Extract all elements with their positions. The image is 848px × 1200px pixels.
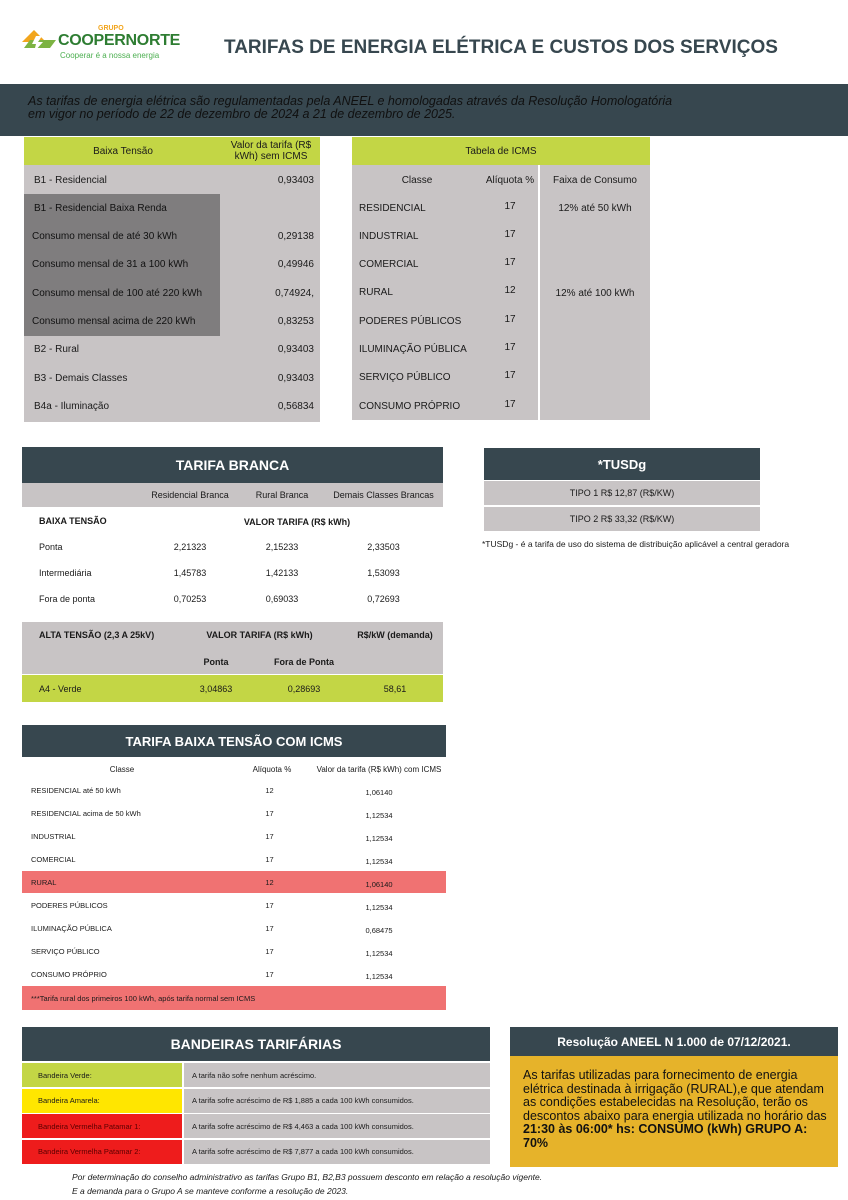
tb-row-value: 0,69033 (265, 594, 299, 604)
low-voltage-header-value (222, 137, 320, 165)
tb-at-sub-peak: Ponta (203, 657, 229, 667)
tb-row-value: 0,72693 (367, 594, 400, 604)
icms-row-class: RURAL (359, 287, 393, 299)
tb-a4-demand: 58,61 (383, 683, 407, 694)
resolution-box (510, 1027, 838, 1167)
low-voltage-header-value-2: kWh) sem ICMS (234, 151, 308, 162)
footer (72, 1170, 542, 1198)
icms-row-rate: 17 (504, 200, 516, 212)
logo-slogan: Cooperar é a nossa energia (60, 51, 160, 60)
flag-label: Bandeira Amarela: (22, 1089, 182, 1113)
icms-lv-row-class: INDUSTRIAL (31, 831, 76, 841)
tb-at-label: ALTA TENSÃO (2,3 A 25kV) (39, 630, 155, 640)
low-voltage-row-value: 0,83253 (277, 315, 314, 327)
icms-lv-title: TARIFA BAIXA TENSÃO COM ICMS (22, 725, 446, 757)
tb-at-demand-label: R$/kW (demanda) (357, 630, 433, 640)
low-voltage-header-label: Baixa Tensão (24, 137, 222, 165)
icms-row-class: INDUSTRIAL (359, 230, 419, 242)
icms-lv-footnote: ***Tarifa rural dos primeiros 100 kWh, após tarifa normal sem ICMS (31, 993, 256, 1003)
icms-lv-row-value: 1,06140 (365, 879, 393, 889)
flag-label: Bandeira Vermelha Patamar 2: (22, 1140, 182, 1164)
tb-row-label: Fora de ponta (39, 594, 96, 604)
icms-row-rate: 12 (504, 285, 516, 297)
icms-lv-col-rate: Alíquota % (252, 764, 292, 774)
icms-lv-row-class: CONSUMO PRÓPRIO (31, 969, 107, 979)
icms-lv-row-rate: 17 (265, 946, 274, 956)
page-title: TARIFAS DE ENERGIA ELÉTRICA E CUSTOS DOS SERVIÇOS (224, 37, 778, 58)
tb-row-label: Intermediária (39, 568, 92, 578)
tb-col-1: Rural Branca (255, 490, 309, 500)
icms-table (352, 137, 650, 420)
low-voltage-row-value: 0,49946 (277, 258, 314, 270)
icms-row-rate: 17 (504, 342, 516, 353)
tb-at-value-label: VALOR TARIFA (R$ kWh) (206, 630, 313, 640)
footer-line-1: Por determinação do conselho administrativo as tarifas Grupo B1, B2,B3 possuem desconto em relação a resolução vigente. (72, 1172, 543, 1182)
icms-lv-row-rate: 17 (265, 854, 274, 864)
icms-lv-row-value: 0,68475 (365, 925, 393, 935)
icms-row-class: COMERCIAL (359, 259, 419, 271)
intro-line-2: em vigor no período de 22 de dezembro de 2024 a 21 de dezembro de 2025. (28, 107, 456, 121)
icms-col-rate: Alíquota % (485, 174, 535, 186)
icms-lv-row-class: RURAL (31, 877, 57, 887)
icms-row-rate: 17 (504, 313, 516, 325)
icms-range-1: 12% até 50 kWh (558, 202, 632, 214)
icms-table-title: Tabela de ICMS (352, 137, 650, 165)
flag-label: Bandeira Verde: (22, 1063, 182, 1087)
tb-bt-value-label: VALOR TARIFA (R$ kWh) (243, 517, 351, 527)
tb-at-sub-offpeak: Fora de Ponta (273, 657, 334, 667)
low-voltage-row-label: B4a - Iluminação (34, 400, 110, 412)
low-voltage-row-label: B3 - Demais Classes (34, 372, 128, 384)
icms-lv-row-class: COMERCIAL (31, 854, 76, 864)
tb-row-value: 1,45783 (173, 568, 207, 578)
low-voltage-row-label: Consumo mensal de 31 a 100 kWh (32, 258, 189, 270)
tarifa-branca-title: TARIFA BRANCA (22, 447, 443, 483)
low-voltage-row-label: Consumo mensal acima de 220 kWh (32, 315, 196, 327)
low-voltage-row-label: Consumo mensal de até 30 kWh (32, 230, 178, 242)
low-voltage-row-value: 0,74924, (275, 287, 314, 299)
logo-group: GRUPO (98, 25, 124, 32)
intro-line-1: As tarifas de energia elétrica são regulamentadas pela ANEEL e homologadas através da Resolução Homologatória (28, 94, 673, 108)
icms-row-class: ILUMINAÇÃO PÚBLICA (359, 344, 467, 355)
icms-lv-row-class: RESIDENCIAL acima de 50 kWh (31, 808, 141, 818)
tb-row-value: 1,53093 (367, 568, 400, 578)
low-voltage-row-label: B1 - Residencial Baixa Renda (34, 202, 167, 214)
resolution-title: Resolução ANEEL N 1.000 de 07/12/2021. (510, 1027, 838, 1056)
tb-a4-offpeak: 0,28693 (287, 683, 321, 694)
icms-lv-row-rate: 17 (265, 923, 274, 933)
low-voltage-row-label: B1 - Residencial (34, 174, 107, 186)
icms-row-rate: 17 (504, 398, 516, 410)
resolution-body-bold: 21:30 às 06:00* hs: CONSUMO (kWh) GRUPO A: 70% (523, 1122, 808, 1150)
icms-lv-row-value: 1,06140 (365, 787, 393, 797)
tusdg-type-2: TIPO 2 R$ 33,32 (R$/KW) (484, 507, 760, 531)
icms-col-range: Faixa de Consumo (553, 174, 637, 186)
tb-row-value: 2,21323 (173, 542, 207, 552)
low-voltage-row-value: 0,93403 (277, 372, 314, 384)
resolution-body-text: As tarifas utilizadas para fornecimento de energia elétrica destinada à irrigação (RURAL),e que atendam as condições estabelecidas na Resolução, terão os descontos abaixo para energia utilizada no horário das (523, 1068, 827, 1123)
tb-row-label: Ponta (39, 542, 63, 552)
low-voltage-row-label: B2 - Rural (34, 343, 80, 355)
tb-a4-label: A4 - Verde (39, 683, 82, 694)
tb-bt-label: BAIXA TENSÃO (39, 516, 107, 526)
tusdg-type-1: TIPO 1 R$ 12,87 (R$/KW) (484, 481, 760, 505)
icms-col-class: Classe (401, 174, 433, 186)
icms-low-voltage (22, 725, 446, 1010)
flag-text: A tarifa sofre acréscimo de R$ 4,463 a cada 100 kWh consumidos. (192, 1121, 414, 1131)
tb-row-value: 0,70253 (173, 594, 207, 604)
icms-lv-row-class: SERVIÇO PÚBLICO (31, 946, 100, 956)
tb-row-value: 2,15233 (265, 542, 299, 552)
icms-row-class: RESIDENCIAL (359, 202, 426, 214)
icms-lv-row-class: ILUMINAÇÃO PÚBLICA (31, 923, 112, 933)
flag-text: A tarifa sofre acréscimo de R$ 1,885 a cada 100 kWh consumidos. (192, 1096, 414, 1105)
icms-lv-row-rate: 12 (265, 877, 274, 887)
icms-row-class: CONSUMO PRÓPRIO (359, 400, 461, 412)
icms-row-rate: 17 (504, 228, 516, 240)
low-voltage-row-value: 0,29138 (277, 230, 314, 242)
low-voltage-row-value (222, 194, 314, 222)
icms-lv-row-rate: 17 (265, 969, 274, 979)
logo-name: COOPERNORTE (58, 32, 181, 49)
tb-row-value: 1,42133 (265, 568, 299, 578)
flag-label: Bandeira Vermelha Patamar 1: (22, 1114, 182, 1138)
tusdg-box (484, 448, 760, 532)
icms-lv-row-value: 1,12534 (365, 902, 393, 912)
logo-icon (20, 26, 58, 54)
icms-row-class: PODERES PÚBLICOS (359, 315, 462, 327)
tusdg-title: *TUSDg (484, 448, 760, 480)
icms-lv-row-value: 1,12534 (365, 833, 393, 843)
icms-lv-row-rate: 17 (265, 808, 274, 818)
flag-text: A tarifa sofre acréscimo de R$ 7,877 a cada 100 kWh consumidos. (192, 1147, 414, 1156)
icms-lv-row-value: 1,12534 (365, 971, 393, 981)
flag-text: A tarifa não sofre nenhum acréscimo. (192, 1070, 317, 1080)
low-voltage-table (24, 137, 320, 422)
icms-lv-row-value: 1,12534 (365, 948, 393, 958)
icms-row-class: SERVIÇO PÚBLICO (359, 372, 451, 384)
footer-line-2: E a demanda para o Grupo A se manteve conforme a resolução de 2023. (72, 1186, 349, 1196)
tusdg-note: *TUSDg - é a tarifa de uso do sistema de distribuição aplicável a central geradora (482, 539, 790, 549)
icms-lv-row-rate: 17 (265, 831, 274, 841)
icms-lv-row-value: 1,12534 (365, 810, 393, 820)
resolution-body (523, 1069, 829, 1150)
icms-row-rate: 17 (504, 370, 516, 382)
icms-lv-row-class: RESIDENCIAL até 50 kWh (31, 785, 121, 795)
icms-lv-row-rate: 17 (265, 900, 274, 910)
logo (20, 22, 181, 66)
tarifa-branca (22, 447, 443, 702)
tb-col-2: Demais Classes Brancas (333, 490, 434, 500)
flags-section (22, 1027, 490, 1165)
icms-lv-col-value: Valor da tarifa (R$ kWh) com ICMS (316, 764, 442, 774)
icms-lv-row-value: 1,12534 (365, 856, 393, 866)
low-voltage-row-value: 0,93403 (277, 343, 314, 355)
tb-a4-peak: 3,04863 (199, 683, 233, 694)
icms-lv-row-class: PODERES PÚBLICOS (31, 900, 108, 910)
tb-col-0: Residencial Branca (151, 490, 229, 500)
low-voltage-row-label: Consumo mensal de 100 até 220 kWh (32, 287, 203, 299)
low-voltage-header-value-1: Valor da tarifa (R$ (230, 140, 312, 151)
icms-lv-col-class: Classe (109, 764, 135, 774)
low-voltage-row-value: 0,93403 (277, 174, 314, 186)
intro-banner (0, 84, 848, 136)
icms-row-rate: 17 (504, 257, 516, 269)
flags-title: BANDEIRAS TARIFÁRIAS (22, 1027, 490, 1061)
icms-range-2: 12% até 100 kWh (555, 287, 635, 299)
tb-row-value: 2,33503 (367, 542, 400, 552)
low-voltage-row-value: 0,56834 (277, 400, 314, 412)
icms-lv-row-rate: 12 (265, 785, 274, 795)
